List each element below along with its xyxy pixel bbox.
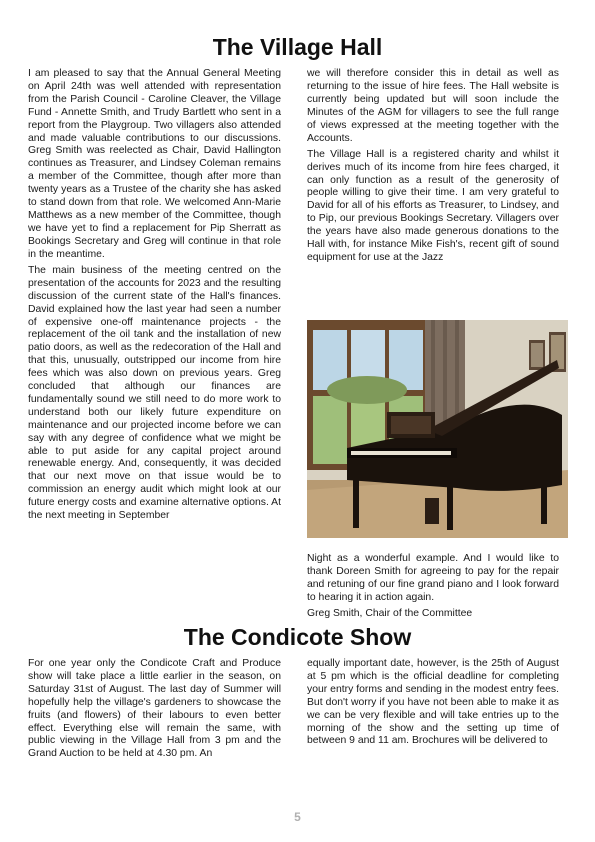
page-number: 5 — [294, 810, 301, 824]
agm-paragraph: I am pleased to say that the Annual General Meeting on April 24th was well attended with representation from the Parish Council - Caroline Cleaver, the Village Fund - Annette Smith, and Trudy Bartlett who sent in a report from the Playgroup. Two villagers also attended and made valuable contributions to our discussions. Greg Smith was reelected as Chair, David Hallington continues as Treasurer, and Lindsey Coleman remains a member of the Committee, though after more than twenty years as a Trustee of the charity she has asked to stand down from that role. We welcomed Ann-Marie Matthews as a new member of the Committee, though we have yet to find a replacement for Pip Sherratt as Bookings Secretary and Greg will continue in that role in the meantime. — [28, 68, 281, 260]
hire-fees-paragraph: we will therefore consider this in detail as well as returning to the issue of hire fees. The Hall website is currently being updated but will soon include the Minutes of the AGM for villagers to see the full range of views expressed at the meeting together with the Accounts. — [307, 68, 559, 144]
condicote-show-heading: The Condicote Show — [183, 624, 412, 650]
finances-paragraph: The main business of the meeting centred on the presentation of the accounts for 2023 and the resulting discussion of the current state of the Hall's finances. David explained how the last year had seen a number of expensive one-off maintenance projects - the replacement of the oil tank and the installation of new patio doors, as well as the redecoration of the Hall and that this, unusually, outstripped our income from hire fees which was also down on previous years. Greg concluded that although our finances are fundamentally sound we still need to do more work to understand both our likely future expenditure on maintenance and our projected income before we can say with any degree of confidence what we might be able to put aside for any capital project around renewable energy. And, consequently, it was decided that our next move on that issue would be to commission an energy audit which might look at our future energy costs and examine alternative options. At the next meeting in September — [28, 264, 281, 522]
condicote-show-column-2 — [307, 658, 559, 752]
thanks-paragraph: Night as a wonderful example. And I would like to thank Doreen Smith for agreeing to pay for the repair and retuning of our fine grand piano and I look forward to hearing it in action again. — [307, 553, 559, 603]
charity-paragraph: The Village Hall is a registered charity and whilst it derives much of its income from hire fees charged, it can only function as a result of the generosity of people willing to give their time. I am very grateful to David for all of his efforts as Treasurer, to Lindsey, and to Pip, our previous Bookings Secretary. Villagers over the years have also made generous donations to the Hall with, for instance Mike Fish's, recent gift of sound equipment for use at the Jazz — [307, 148, 559, 263]
village-hall-column-2-continued — [307, 553, 559, 624]
village-hall-heading: The Village Hall — [212, 34, 383, 60]
grand-piano-photo — [307, 320, 568, 538]
signature-line: Greg Smith, Chair of the Committee — [307, 607, 473, 619]
show-date-paragraph: For one year only the Condicote Craft and Produce show will take place a little earlier in the season, on Saturday 31st of August. The last day of Summer will hopefully help the village's gardeners to showcase the fruits (and flowers) of their labours to even better effect. Everything else will remain the same, with public viewing in the Village Hall from 3 pm and the Grand Auction to be held at 4.30 pm. An — [28, 658, 281, 760]
entry-deadline-paragraph: equally important date, however, is the 25th of August at 5 pm which is the official deadline for completing your entry forms and sending in the modest entry fees. But don't worry if you have not been able to make it as we can be very flexible and will take entries up to the morning of the show and the setting up time of between 9 and 11 am. Brochures will be delivered to — [307, 658, 559, 747]
condicote-show-column-1 — [28, 658, 281, 765]
village-hall-column-1 — [28, 68, 281, 526]
village-hall-column-2 — [307, 68, 559, 268]
